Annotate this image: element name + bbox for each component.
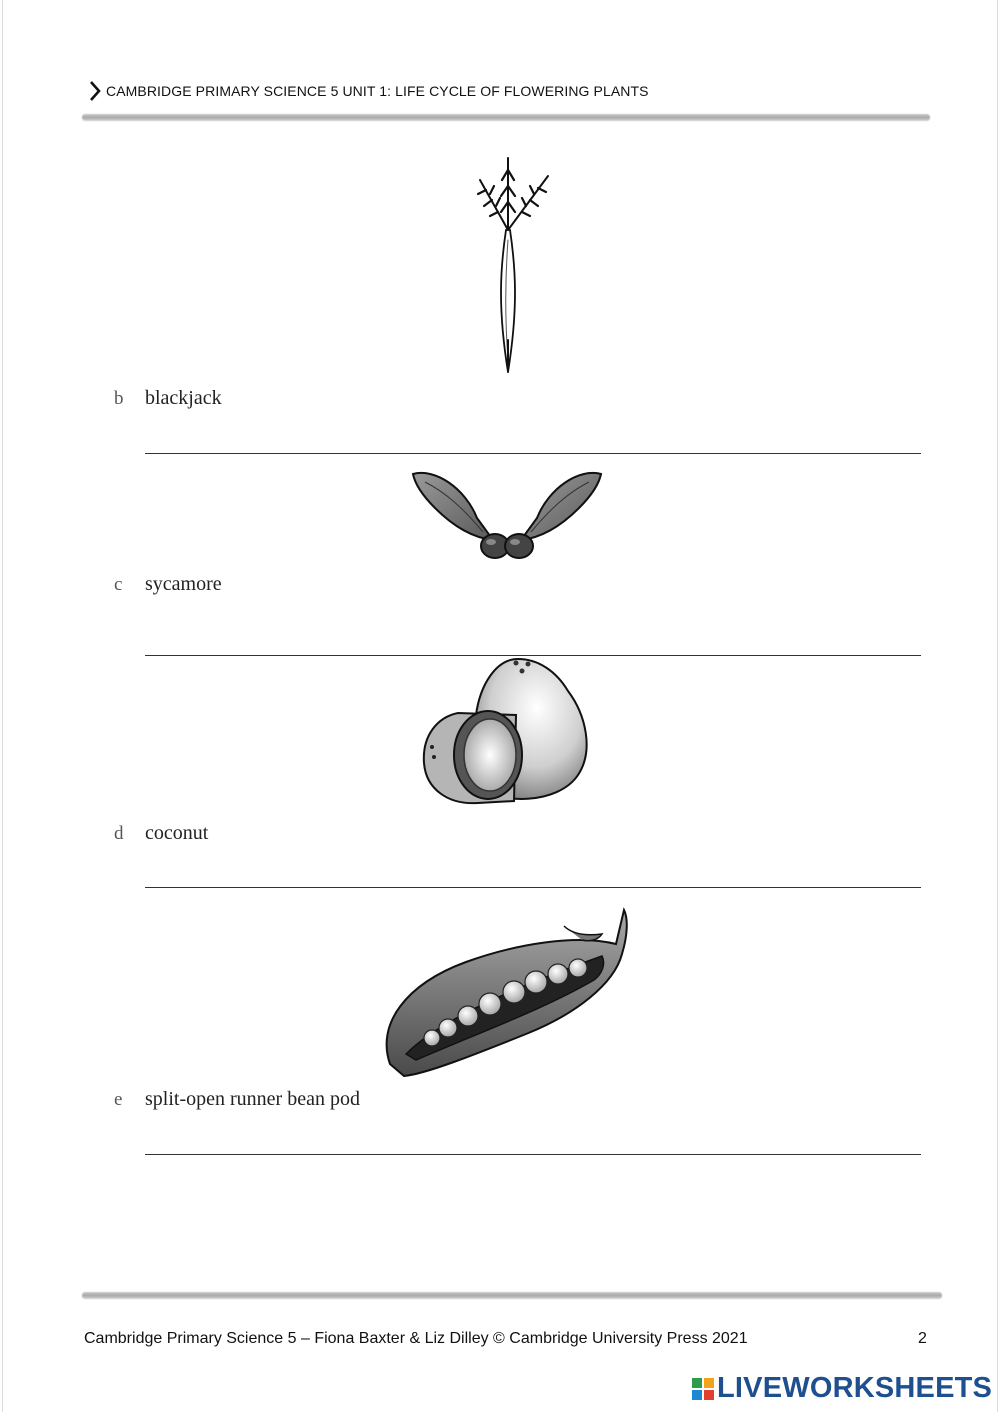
blackjack-seed-icon <box>460 150 560 375</box>
liveworksheets-logo-icon <box>692 1378 714 1400</box>
item-letter: b <box>114 388 124 409</box>
item-letter: c <box>114 574 123 595</box>
item-label: blackjack <box>145 387 222 409</box>
page-number: 2 <box>918 1330 927 1347</box>
item-label: coconut <box>145 822 209 844</box>
sycamore-seed-icon <box>405 468 610 563</box>
coconut-icon <box>418 655 593 810</box>
item-letter: e <box>114 1089 123 1110</box>
liveworksheets-brand[interactable] <box>692 1372 992 1405</box>
footer-divider <box>82 1292 942 1299</box>
item-letter: d <box>114 823 124 844</box>
item-label: split-open runner bean pod <box>145 1088 360 1110</box>
page-header <box>88 80 649 102</box>
chevron-right-icon <box>88 80 102 102</box>
header-divider <box>82 114 930 121</box>
answer-line-bean-pod[interactable] <box>145 1154 921 1155</box>
bean-pod-icon <box>376 904 636 1080</box>
answer-line-blackjack[interactable] <box>145 453 921 454</box>
page-right-edge <box>997 0 998 1412</box>
item-label: sycamore <box>145 573 222 595</box>
answer-line-coconut[interactable] <box>145 887 921 888</box>
header-title: CAMBRIDGE PRIMARY SCIENCE 5 UNIT 1: LIFE CYCLE OF FLOWERING PLANTS <box>106 83 649 99</box>
brand-name: LIVEWORKSHEETS <box>717 1372 993 1404</box>
page-left-edge <box>2 0 3 1412</box>
footer-credit: Cambridge Primary Science 5 – Fiona Baxter & Liz Dilley © Cambridge University Press 2021 <box>84 1330 748 1347</box>
